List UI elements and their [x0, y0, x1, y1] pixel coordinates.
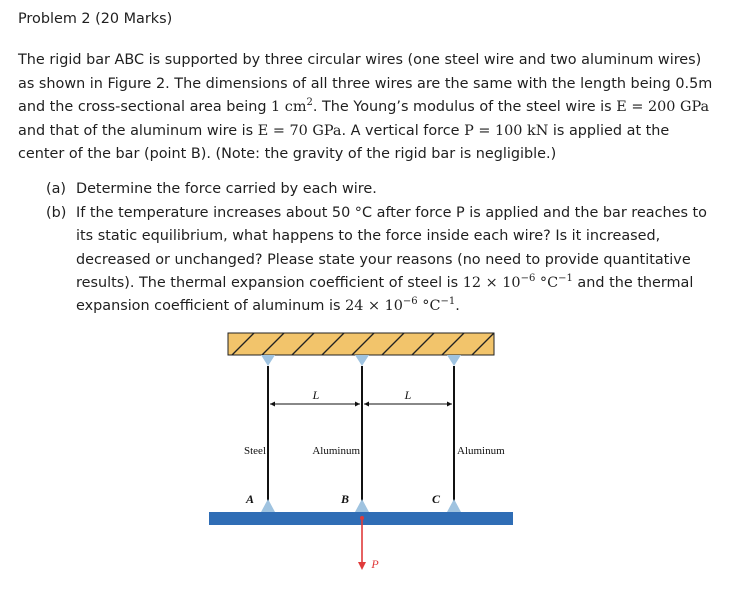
- area-value: 1 cm: [271, 99, 307, 116]
- statement-text: . The Young’s modulus of the steel wire is: [312, 99, 617, 116]
- steel-alpha: 12 × 10: [462, 275, 521, 292]
- steel-modulus: E = 200 GPa: [616, 99, 710, 116]
- point-label-a: A: [245, 492, 255, 506]
- dim-label-right: L: [404, 388, 412, 402]
- force-value: P = 100 kN: [464, 122, 549, 139]
- top-pin-b: [355, 355, 369, 366]
- aluminum-alpha-unit-exponent: −1: [440, 296, 456, 308]
- dim-label-left: L: [312, 388, 320, 402]
- statement-text: The rigid bar ABC is supported by three circular wires (one steel wire and two aluminum wires) as shown in Figure 2. The dimensions of all three wires are the same with the length being 0.5m and the cross-sectional area being: [18, 52, 713, 116]
- problem-title: Problem 2 (20 Marks): [18, 11, 173, 27]
- steel-alpha-unit-exponent: −1: [558, 273, 573, 285]
- question-b-label: (b): [46, 204, 67, 221]
- statement-text: . A vertical force: [341, 122, 465, 139]
- question-b-text: and the thermal expansion coefficient of aluminum is: [76, 275, 694, 315]
- ceiling-support: [228, 333, 494, 355]
- question-a-label: (a): [46, 181, 67, 198]
- wire-label-aluminum-right: Aluminum: [457, 445, 505, 457]
- bottom-pin-b: [355, 499, 369, 512]
- top-pins: [261, 355, 461, 366]
- wires: [268, 366, 454, 501]
- aluminum-alpha: 24 × 10: [345, 298, 403, 315]
- statement-text: is applied at the center of the bar (point B). (Note: the gravity of the rigid bar is negligible.): [18, 122, 670, 163]
- aluminum-alpha-exponent: −6: [402, 296, 418, 308]
- top-pin-a: [261, 355, 275, 366]
- bottom-pin-a: [261, 499, 275, 512]
- force-label-p: P: [371, 557, 379, 571]
- area-exponent: 2: [306, 97, 313, 109]
- wire-label-steel: Steel: [244, 445, 266, 457]
- question-b-text: .: [455, 298, 460, 315]
- steel-alpha-unit: °C: [535, 275, 559, 292]
- ceiling-block: [228, 333, 494, 355]
- force-origin-dot: [360, 516, 364, 520]
- wire-label-aluminum-mid: Aluminum: [312, 445, 360, 457]
- statement-text: and that of the aluminum wire is: [18, 122, 258, 139]
- bottom-pin-c: [447, 499, 461, 512]
- question-a-text: Determine the force carried by each wire.: [76, 181, 377, 198]
- force-arrowhead-icon: [358, 562, 366, 570]
- steel-alpha-exponent: −6: [520, 273, 536, 285]
- top-pin-c: [447, 355, 461, 366]
- point-label-b: B: [340, 492, 350, 506]
- aluminum-alpha-unit: °C: [417, 298, 441, 315]
- point-label-c: C: [431, 492, 441, 506]
- question-b-text: If the temperature increases about 50 °C after force P is applied and the bar reaches to its static equilibrium, what happens to the force inside each wire? Is it increased, decreased or unchanged? Please state your reasons (no need to provide quantitative results). The thermal expansion coefficient of steel is: [76, 204, 707, 292]
- aluminum-modulus: E = 70 GPa: [257, 122, 342, 139]
